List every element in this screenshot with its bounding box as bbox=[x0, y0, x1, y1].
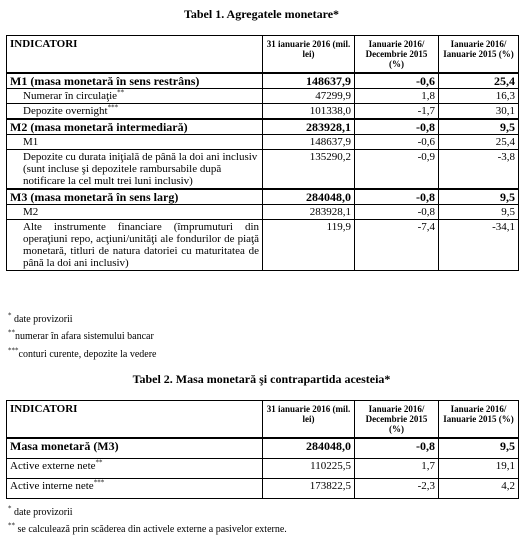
row-label: Active interne nete*** bbox=[7, 478, 263, 498]
row-label: M3 (masa monetară în sens larg) bbox=[7, 189, 263, 205]
footnote: * date provizorii bbox=[8, 504, 73, 518]
table2-title: Tabel 2. Masa monetară şi contrapartida acesteia* bbox=[132, 372, 391, 386]
header-yoy: Ianuarie 2016/ Ianuarie 2015 (%) bbox=[439, 36, 519, 74]
row-yoy: -3,8 bbox=[439, 150, 519, 190]
row-yoy: 9,5 bbox=[439, 438, 519, 458]
row-mom: -0,9 bbox=[355, 150, 439, 190]
header-mom: Ianuarie 2016/ Decembrie 2015 (%) bbox=[355, 401, 439, 439]
table-row bbox=[7, 478, 519, 498]
row-mom: -7,4 bbox=[355, 220, 439, 271]
row-label: Numerar în circulaţie** bbox=[7, 89, 263, 104]
table-row bbox=[7, 135, 519, 150]
row-mom: -0,8 bbox=[355, 119, 439, 135]
table1-title: Tabel 1. Agregatele monetare* bbox=[183, 7, 340, 21]
row-label: Masa monetară (M3) bbox=[7, 438, 263, 458]
table-row bbox=[7, 189, 519, 205]
row-value: 101338,0 bbox=[263, 104, 355, 120]
header-indicators: INDICATORI bbox=[7, 36, 263, 74]
row-mom: -2,3 bbox=[355, 478, 439, 498]
footnote: * date provizorii bbox=[8, 311, 73, 325]
table-row bbox=[7, 205, 519, 220]
row-yoy: 25,4 bbox=[439, 135, 519, 150]
header-value: 31 ianuarie 2016 (mil. lei) bbox=[263, 36, 355, 74]
row-mom: -0,8 bbox=[355, 189, 439, 205]
table-row bbox=[7, 119, 519, 135]
row-yoy: 19,1 bbox=[439, 458, 519, 478]
row-value: 119,9 bbox=[263, 220, 355, 271]
header-indicators: INDICATORI bbox=[7, 401, 263, 439]
table-row bbox=[7, 104, 519, 120]
table-row bbox=[7, 150, 519, 190]
row-mom: -0,8 bbox=[355, 438, 439, 458]
footnote: ***conturi curente, depozite la vedere bbox=[8, 346, 157, 360]
row-label: Active externe nete** bbox=[7, 458, 263, 478]
row-label: M2 (masa monetară intermediară) bbox=[7, 119, 263, 135]
row-mom: -0,6 bbox=[355, 73, 439, 89]
row-value: 283928,1 bbox=[263, 205, 355, 220]
table-header-row bbox=[7, 36, 519, 74]
table-row bbox=[7, 220, 519, 271]
header-yoy: Ianuarie 2016/ Ianuarie 2015 (%) bbox=[439, 401, 519, 439]
row-mom: -0,8 bbox=[355, 205, 439, 220]
row-value: 148637,9 bbox=[263, 135, 355, 150]
table-row bbox=[7, 89, 519, 104]
row-yoy: 9,5 bbox=[439, 205, 519, 220]
table-row bbox=[7, 438, 519, 458]
row-label: Depozite overnight*** bbox=[7, 104, 263, 120]
row-yoy: -34,1 bbox=[439, 220, 519, 271]
row-value: 173822,5 bbox=[263, 478, 355, 498]
row-yoy: 16,3 bbox=[439, 89, 519, 104]
row-value: 283928,1 bbox=[263, 119, 355, 135]
row-value: 110225,5 bbox=[263, 458, 355, 478]
row-yoy: 4,2 bbox=[439, 478, 519, 498]
row-value: 148637,9 bbox=[263, 73, 355, 89]
footnote: ** se calculează prin scăderea din activele externe a pasivelor externe. bbox=[8, 521, 287, 535]
row-label: M2 bbox=[7, 205, 263, 220]
header-mom: Ianuarie 2016/ Decembrie 2015 (%) bbox=[355, 36, 439, 74]
row-value: 47299,9 bbox=[263, 89, 355, 104]
table-row bbox=[7, 73, 519, 89]
money-supply-table bbox=[6, 400, 519, 499]
row-yoy: 25,4 bbox=[439, 73, 519, 89]
row-label: M1 bbox=[7, 135, 263, 150]
table-row bbox=[7, 458, 519, 478]
row-yoy: 9,5 bbox=[439, 189, 519, 205]
row-value: 284048,0 bbox=[263, 189, 355, 205]
row-yoy: 30,1 bbox=[439, 104, 519, 120]
row-mom: 1,8 bbox=[355, 89, 439, 104]
row-value: 135290,2 bbox=[263, 150, 355, 190]
monetary-aggregates-table bbox=[6, 35, 519, 271]
header-value: 31 ianuarie 2016 (mil. lei) bbox=[263, 401, 355, 439]
row-yoy: 9,5 bbox=[439, 119, 519, 135]
row-mom: 1,7 bbox=[355, 458, 439, 478]
row-mom: -0,6 bbox=[355, 135, 439, 150]
footnote: **numerar în afara sistemului bancar bbox=[8, 328, 154, 342]
row-mom: -1,7 bbox=[355, 104, 439, 120]
row-label: Alte instrumente financiare (împrumuturi din operaţiuni repo, acţiuni/unităţi ale fondurilor de piaţă monetară, titluri de natura datoriei cu maturitatea de până la doi ani inclusiv) bbox=[7, 220, 263, 271]
row-label: M1 (masa monetară în sens restrâns) bbox=[7, 73, 263, 89]
row-label: Depozite cu durata iniţială de până la doi ani inclusiv (sunt incluse şi depozitele rambursabile după notificare la cel mult trei luni inclusiv) bbox=[7, 150, 263, 190]
row-value: 284048,0 bbox=[263, 438, 355, 458]
table-header-row bbox=[7, 401, 519, 439]
